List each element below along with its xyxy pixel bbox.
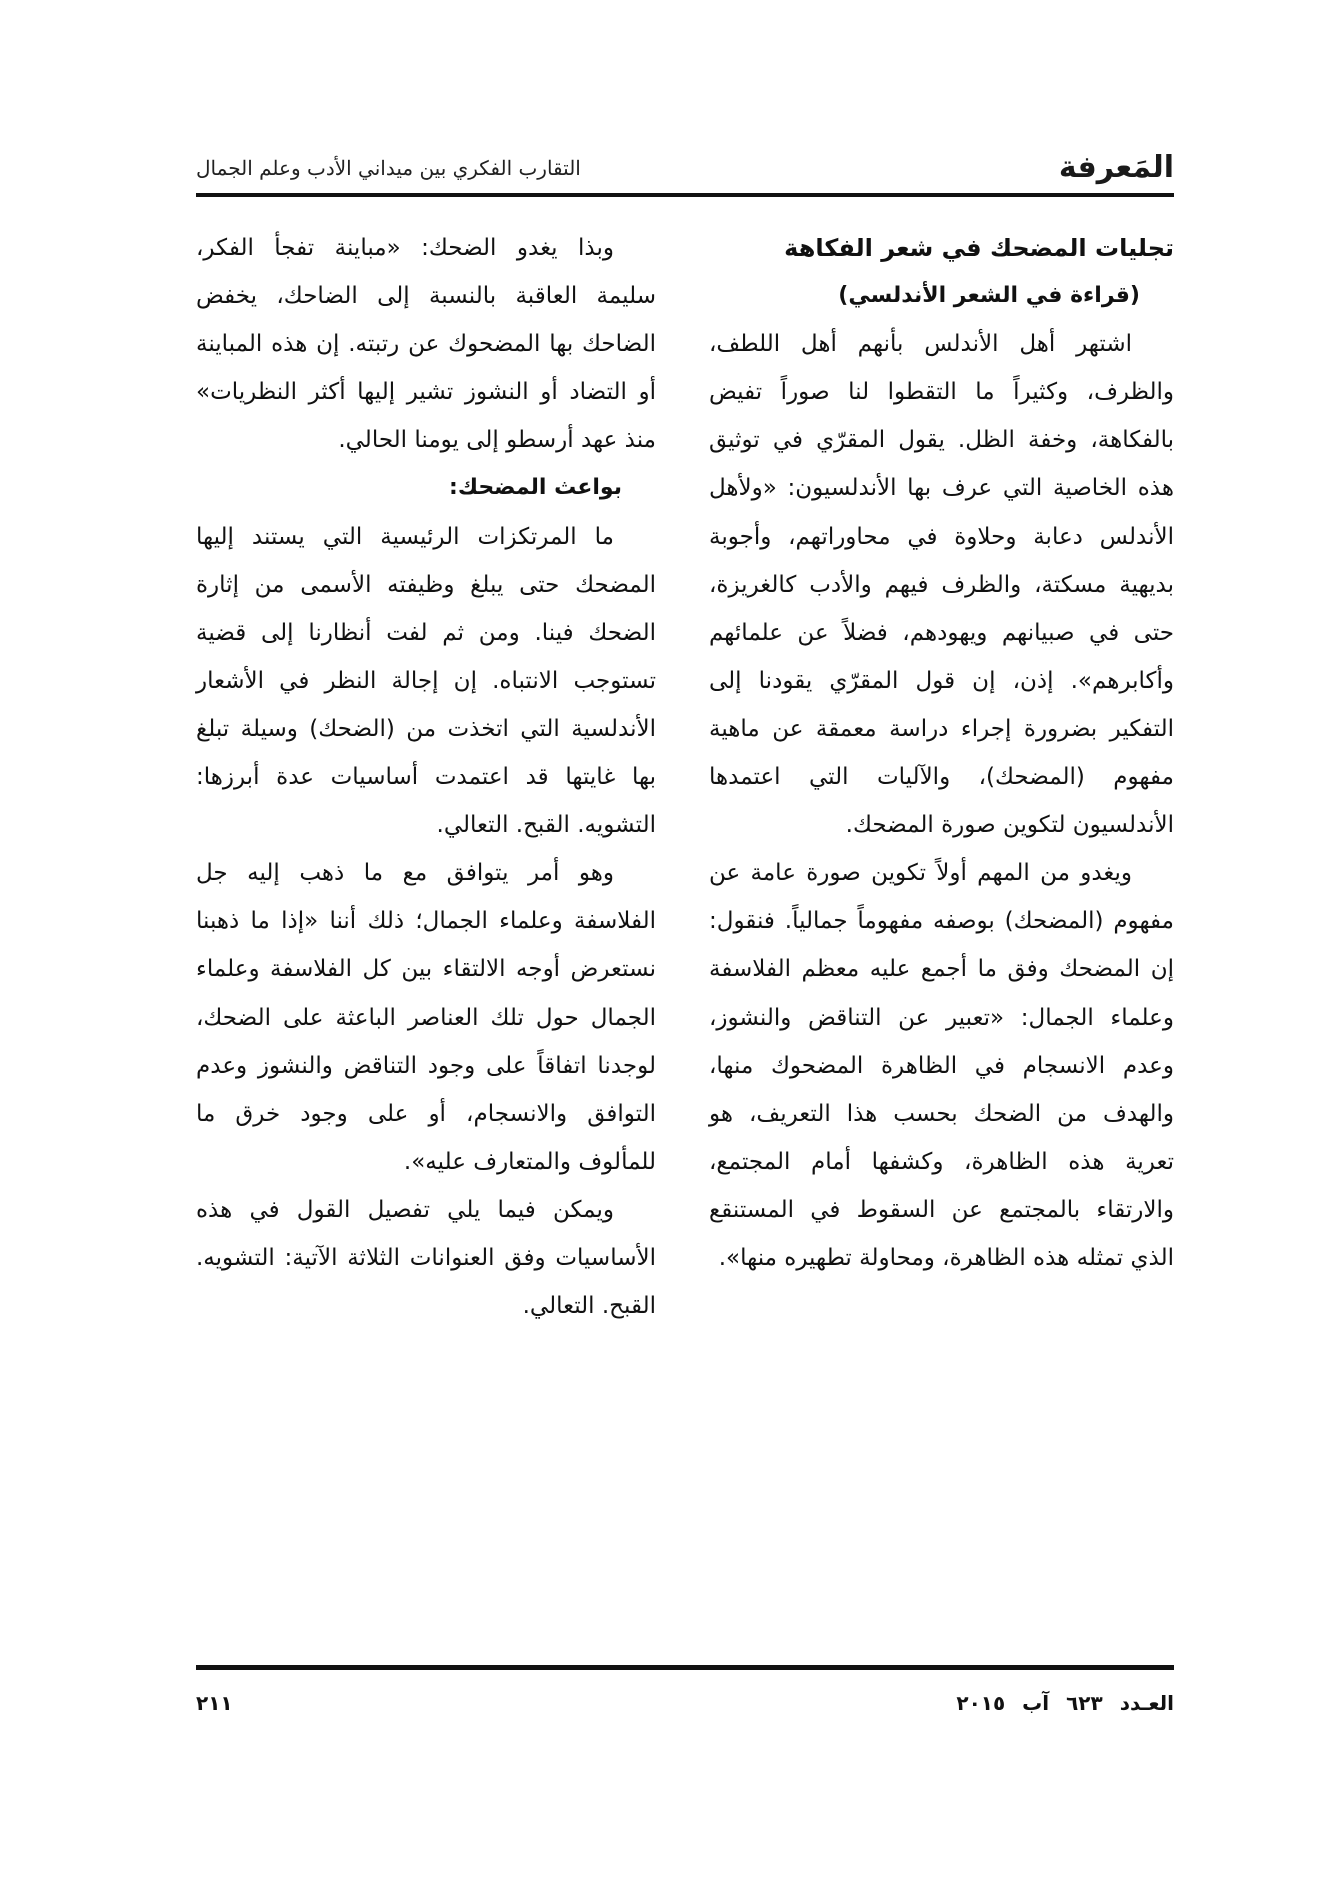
- page-number: ٢١١: [196, 1691, 233, 1715]
- footer-divider: [196, 1665, 1174, 1670]
- issue-info: [946, 1691, 1174, 1715]
- page-footer: [196, 1691, 1174, 1721]
- paragraph: ويمكن فيما يلي تفصيل القول في هذه الأساسيات وفق العنوانات الثلاثة الآتية: التشويه. القبح. التعالي.: [196, 1196, 656, 1320]
- paragraph: اشتهر أهل الأندلس بأنهم أهل اللطف، والظرف، وكثيراً ما التقطوا لنا صوراً تفيض بالفكاهة، وخفة الظل. يقول المقرّي في توثيق هذه الخاصية التي عرف بها الأندلسيون: «ولأهل الأندلس دعابة وحلاوة في محاوراتهم، وأجوبة بديهية مسكتة، والظرف فيهم والأدب كالغريزة، حتى في صبيانهم ويهودهم، فضلاً عن علمائهم وأكابرهم». إذن، إن قول المقرّي يقودنا إلى التفكير بضرورة إجراء دراسة معمقة عن ماهية مفهوم (المضحك)، والآليات التي اعتمدها الأندلسيون لتكوين صورة المضحك.: [709, 331, 1174, 839]
- left-column: [196, 224, 656, 1330]
- article-title: تجليات المضحك في شعر الفكاهة: [784, 234, 1174, 262]
- issue-year: ٢٠١٥: [956, 1691, 1006, 1715]
- paragraph: ويغدو من المهم أولاً تكوين صورة عامة عن مفهوم (المضحك) بوصفه مفهوماً جمالياً. فنقول: إن المضحك وفق ما أجمع عليه معظم الفلاسفة وعلماء الجمال: «تعبير عن التناقض والنشوز، وعدم الانسجام في الظاهرة المضحوك منها، والهدف من الضحك بحسب هذا التعريف، هو تعرية هذه الظاهرة، وكشفها أمام المجتمع، والارتقاء بالمجتمع عن السقوط في المستنقع الذي تمثله هذه الظاهرة، ومحاولة تطهيره منها».: [709, 860, 1174, 1271]
- paragraph: وبذا يغدو الضحك: «مباينة تفجأ الفكر، سليمة العاقبة بالنسبة إلى الضاحك، يخفض الضاحك بها المضحوك عن رتبته. إن هذه المباينة أو التضاد أو النشوز تشير إليها أكثر النظريات» منذ عهد أرسطو إلى يومنا الحالي.: [196, 235, 656, 454]
- article-subtitle: (قراءة في الشعر الأندلسي): [838, 283, 1140, 309]
- section-heading: بواعث المضحك:: [449, 475, 622, 501]
- paragraph: ما المرتكزات الرئيسية التي يستند إليها المضحك حتى يبلغ وظيفته الأسمى من إثارة الضحك فينا. ومن ثم لفت أنظارنا إلى قضية تستوجب الانتباه. إن إجالة النظر في الأشعار الأندلسية التي اتخذت من (الضحك) وسيلة تبلغ بها غايتها قد اعتمدت أساسيات عدة أبرزها: التشويه. القبح. التعالي.: [196, 523, 656, 839]
- paragraph: وهو أمر يتوافق مع ما ذهب إليه جل الفلاسفة وعلماء الجمال؛ ذلك أننا «إذا ما ذهبنا نستعرض أوجه الالتقاء بين كل الفلاسفة وعلماء الجمال حول تلك العناصر الباعثة على الضحك، لوجدنا اتفاقاً على وجود التناقض والنشوز وعدم التوافق والانسجام، أو على وجود خرق ما للمألوف والمتعارف عليه».: [196, 860, 656, 1175]
- header-divider: [196, 193, 1174, 197]
- right-column: [709, 224, 1174, 1282]
- magazine-logo: المَعرفة: [1058, 150, 1174, 185]
- issue-month: آب: [1022, 1691, 1050, 1715]
- page-header: [196, 150, 1174, 190]
- issue-label: العـدد: [1119, 1691, 1174, 1715]
- issue-number: ٦٢٣: [1066, 1691, 1103, 1715]
- running-title: التقارب الفكري بين ميداني الأدب وعلم الجمال: [196, 156, 581, 180]
